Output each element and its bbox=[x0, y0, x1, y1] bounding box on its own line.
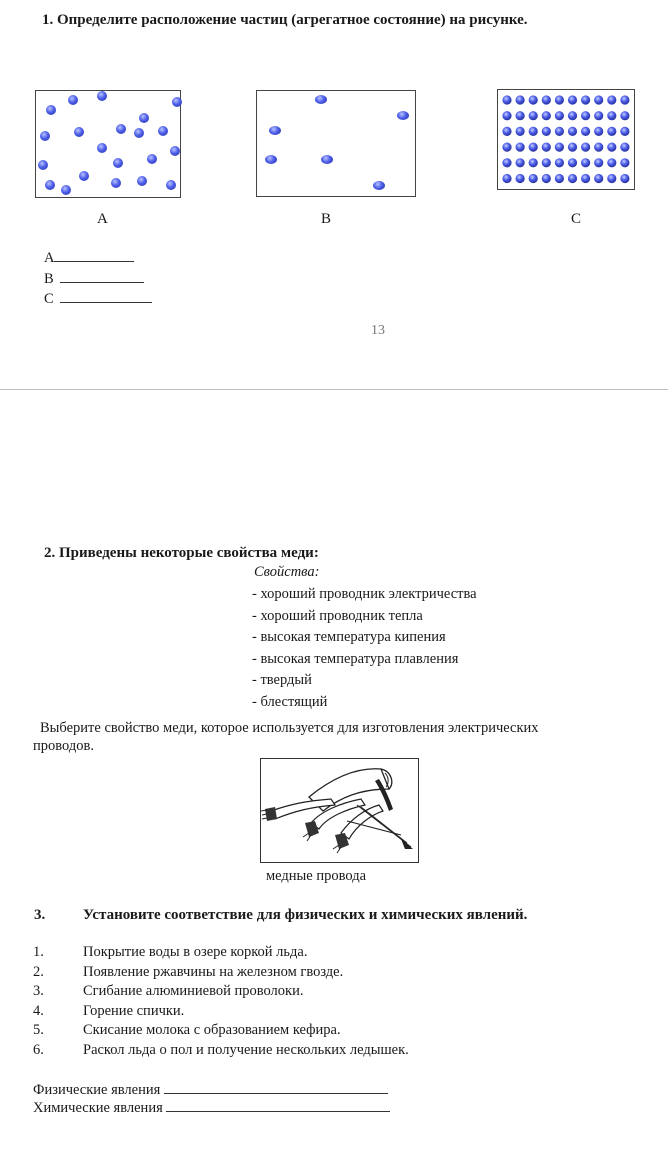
particle bbox=[97, 91, 107, 101]
figure-b-liquid bbox=[256, 90, 416, 197]
particle bbox=[581, 158, 590, 167]
particle bbox=[620, 174, 629, 183]
particle bbox=[568, 111, 577, 120]
particle bbox=[607, 158, 616, 167]
particle bbox=[542, 174, 551, 183]
physical-blank[interactable] bbox=[164, 1080, 388, 1094]
particle bbox=[61, 185, 71, 195]
particle bbox=[607, 95, 616, 104]
chemical-blank[interactable] bbox=[166, 1098, 390, 1112]
particle bbox=[529, 174, 538, 183]
particle bbox=[397, 111, 409, 120]
particle bbox=[529, 127, 538, 136]
page-divider bbox=[0, 389, 668, 390]
answer-a bbox=[44, 248, 134, 267]
particle bbox=[502, 158, 511, 167]
particle bbox=[38, 160, 48, 170]
particle bbox=[594, 143, 603, 152]
list-item-number: 5. bbox=[33, 1022, 44, 1038]
particle bbox=[139, 113, 149, 123]
particle bbox=[620, 143, 629, 152]
particle bbox=[113, 158, 123, 168]
particle bbox=[158, 126, 168, 136]
particle bbox=[542, 95, 551, 104]
task3-list bbox=[33, 944, 593, 1061]
figure-a-gas bbox=[35, 90, 181, 198]
list-item-text: Сгибание алюминиевой проволоки. bbox=[83, 983, 304, 999]
particle bbox=[568, 143, 577, 152]
copper-wires-image bbox=[260, 758, 419, 863]
list-item-text: Появление ржавчины на железном гвозде. bbox=[83, 963, 344, 980]
particle bbox=[607, 127, 616, 136]
particle bbox=[568, 127, 577, 136]
task2-title: 2. Приведены некоторые свойства меди: bbox=[44, 545, 319, 561]
answer-c bbox=[44, 289, 152, 308]
particle bbox=[166, 180, 176, 190]
particle bbox=[607, 143, 616, 152]
particle bbox=[620, 111, 629, 120]
list-item bbox=[33, 964, 593, 984]
figure-label-c: C bbox=[571, 211, 582, 227]
particle bbox=[581, 174, 590, 183]
particle bbox=[581, 95, 590, 104]
particle bbox=[116, 124, 126, 134]
particle bbox=[594, 127, 603, 136]
particle bbox=[568, 158, 577, 167]
particle bbox=[74, 127, 84, 137]
particle bbox=[147, 154, 157, 164]
list-item-text: Покрытие воды в озере коркой льда. bbox=[83, 944, 308, 960]
properties-list bbox=[252, 584, 477, 714]
particle bbox=[620, 127, 629, 136]
particle bbox=[607, 111, 616, 120]
particle bbox=[502, 127, 511, 136]
particle bbox=[620, 95, 629, 104]
particle bbox=[542, 158, 551, 167]
task2-question-line2: проводов. bbox=[33, 738, 94, 754]
particle bbox=[111, 178, 121, 188]
list-item-text: Раскол льда о пол и получение нескольких ледышек. bbox=[83, 1041, 409, 1058]
chemical-answer bbox=[33, 1098, 390, 1117]
copper-wires-drawing bbox=[261, 759, 418, 862]
physical-label: Физические явления bbox=[33, 1082, 161, 1098]
particle bbox=[581, 127, 590, 136]
particle bbox=[607, 174, 616, 183]
particle bbox=[542, 143, 551, 152]
particle bbox=[134, 128, 144, 138]
particle bbox=[555, 111, 564, 120]
particle bbox=[568, 174, 577, 183]
answer-c-label: C bbox=[44, 291, 54, 307]
list-item bbox=[33, 1003, 593, 1023]
list-item-number: 4. bbox=[33, 1002, 44, 1019]
particle bbox=[516, 158, 525, 167]
property-item: - высокая температура кипения bbox=[252, 629, 446, 646]
particle bbox=[516, 95, 525, 104]
answer-b-label: B bbox=[44, 271, 54, 287]
particle bbox=[529, 95, 538, 104]
particle bbox=[516, 174, 525, 183]
property-item: - блестящий bbox=[252, 693, 328, 710]
answer-a-blank[interactable] bbox=[54, 248, 134, 262]
particle bbox=[502, 174, 511, 183]
particle bbox=[170, 146, 180, 156]
answer-c-blank[interactable] bbox=[60, 289, 152, 303]
particle bbox=[555, 158, 564, 167]
particle bbox=[529, 158, 538, 167]
particle bbox=[555, 174, 564, 183]
particle bbox=[594, 158, 603, 167]
particle bbox=[315, 95, 327, 104]
particle bbox=[97, 143, 107, 153]
figure-c-solid bbox=[497, 89, 635, 190]
property-item: - высокая температура плавления bbox=[252, 650, 459, 667]
task2-question-line1: Выберите свойство меди, которое используется для изготовления электрических bbox=[40, 720, 539, 736]
particle bbox=[555, 127, 564, 136]
chemical-label: Химические явления bbox=[33, 1100, 163, 1116]
particle bbox=[516, 127, 525, 136]
particle bbox=[373, 181, 385, 190]
page-number: 13 bbox=[371, 323, 385, 338]
particle bbox=[40, 131, 50, 141]
physical-answer bbox=[33, 1080, 388, 1099]
lattice-svg bbox=[498, 90, 634, 189]
figure-label-b: B bbox=[321, 211, 332, 227]
particle bbox=[502, 143, 511, 152]
list-item-text: Скисание молока с образованием кефира. bbox=[83, 1022, 341, 1038]
properties-header: Свойства: bbox=[254, 564, 320, 580]
particle bbox=[516, 143, 525, 152]
image-caption: медные провода bbox=[266, 868, 367, 884]
list-item-number: 6. bbox=[33, 1041, 44, 1058]
particle bbox=[79, 171, 89, 181]
particle bbox=[137, 176, 147, 186]
particle bbox=[45, 180, 55, 190]
particle bbox=[269, 126, 281, 135]
particle bbox=[594, 174, 603, 183]
particle bbox=[516, 111, 525, 120]
list-item bbox=[33, 1022, 593, 1042]
list-item bbox=[33, 944, 593, 964]
list-item-text: Горение спички. bbox=[83, 1002, 185, 1019]
particle bbox=[555, 143, 564, 152]
particle bbox=[581, 143, 590, 152]
task1-title: 1. Определите расположение частиц (агрегатное состояние) на рисунке. bbox=[42, 12, 528, 28]
particle bbox=[502, 111, 511, 120]
list-item-number: 2. bbox=[33, 963, 44, 980]
task3-title: Установите соответствие для физических и химических явлений. bbox=[83, 907, 528, 923]
answer-a-label: A bbox=[44, 250, 55, 266]
particle bbox=[620, 158, 629, 167]
particle bbox=[68, 95, 78, 105]
particle bbox=[555, 95, 564, 104]
list-item-number: 3. bbox=[33, 983, 44, 999]
answer-b bbox=[44, 269, 144, 288]
particle bbox=[529, 111, 538, 120]
particle bbox=[568, 95, 577, 104]
particle bbox=[542, 127, 551, 136]
figure-label-a: A bbox=[97, 211, 108, 227]
list-item bbox=[33, 983, 593, 1003]
property-item: - твердый bbox=[252, 672, 312, 689]
task3-number: 3. bbox=[34, 907, 46, 923]
particle bbox=[265, 155, 277, 164]
particle bbox=[542, 111, 551, 120]
property-item: - хороший проводник электричества bbox=[252, 586, 477, 602]
particle bbox=[46, 105, 56, 115]
property-item: - хороший проводник тепла bbox=[252, 607, 423, 624]
list-item bbox=[33, 1042, 593, 1062]
particle bbox=[529, 143, 538, 152]
particle bbox=[172, 97, 182, 107]
particle bbox=[502, 95, 511, 104]
particle bbox=[594, 111, 603, 120]
particle bbox=[581, 111, 590, 120]
particle bbox=[321, 155, 333, 164]
list-item-number: 1. bbox=[33, 944, 44, 960]
particle bbox=[594, 95, 603, 104]
answer-b-blank[interactable] bbox=[60, 269, 144, 283]
